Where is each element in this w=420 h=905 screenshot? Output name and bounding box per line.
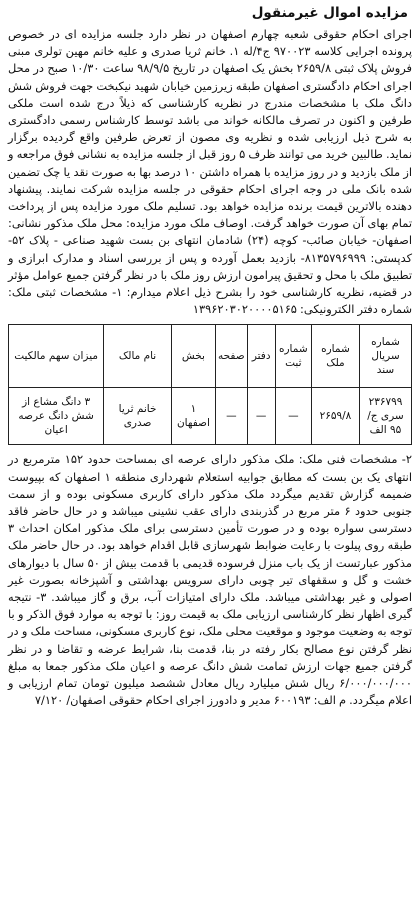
cell-owner: خانم ثریا صدری [104,388,172,445]
auction-notice [8,4,412,897]
cell-book: — [247,388,275,445]
cell-section: ۱ اصفهان [171,388,215,445]
notice-body: ۲- مشخصات فنی ملک: ملک مذکور دارای عرصه ای بمساحت حدود ۱۵۲ مترمربع در انتهای یک بن بست که مطابق جوابیه استعلام شهرداری منطقه ۱ اصفهان که بپیوست ضمیمه گزارش تقدیم میگردد ملک مذکور دارای کاربری مسکونی بوده و از سمت جنوبی حدود ۶ متر مربع در گذربندی دارای عقب نشینی میباشد و در حال حاضر فاقد دسترسی سواره بوده و در صورت تأمین دسترسی برای ملک مذکور امکان احداث ۳ طبقه روی پیلوت با رعایت ضوابط شهرسازی قابل اقدام خواهد بود. در حال حاضر ملک مذکور عبارتست از یک باب منزل فرسوده قدیمی با قدمت بیش از ۵۰ سال با دیوارهای خشت و گل و سقفهای تیر چوبی دارای سرویس بهداشتی و آشپزخانه بصورت غیر اصولی و غیر بهداشتی میباشد. ملک دارای امتیازات آب، برق و گاز میباشد. ۳- نتیجه گیری اظهار نظر کارشناسی ارزیابی ملک به قیمت روز: با توجه به موارد فوق الذکر و با توجه به وضعیت موجود و موقعیت محلی ملک، نوع کاربری مسکونی، مساحت ملک و در نظر گرفتن نوع مصالح بکار رفته در بنا، قدمت بنا، شرایط عرضه و تقاضا و در نظر گرفتن جمیع جهات ارزش تمامت شش دانگ عرصه و اعیان ملک مذکور جمعا به مبلغ ۶/۰۰۰/۰۰۰/۰۰۰ ریال شش میلیارد ریال معادل ششصد میلیون تومان تمام ارزیابی و اعلام میگردد. م الف: ۶۰۰۱۹۳ مدیر و دادورز اجرای احکام حقوقی اصفهان/ ۷/۱۲۰ [8,452,413,708]
table-row [9,388,412,445]
cell-registration-no: — [275,388,311,445]
header-property-no: شماره ملک [311,325,359,388]
header-page: صفحه [216,325,248,388]
table-header-row [9,325,412,388]
notice-title: مزایده اموال غیرمنقول [251,5,408,21]
header-serial: شماره سریال سند [359,325,411,388]
header-share: میزان سهم مالکیت [9,325,104,388]
header-owner: نام مالک [104,325,172,388]
notice-intro: اجرای احکام حقوقی شعبه چهارم اصفهان در نظر دارد جلسه مزایده ای در خصوص پرونده اجرایی کلاسه ۹۷۰۰۲۳ ج۴/له ۱. خانم ثریا صدری و علیه خانم مهین تولری مبنی فروش پلاک ثبتی ۲۶۵۹/۸ بخش یک اصفهان در تاریخ ۹۸/۹/۵ ساعت ۱۰/۳۰ صبح در محل اجرای احکام دادگستری اصفهان طبقه زیرزمین خیابان شهید نیکبخت جهت فروش شش دانگ ملک با مشخصات مندرج در نظریه کارشناسی که ذیلاً درج شده است ملکی طرفین و اکنون در تصرف مالکانه خواند می باشد توسط کارشناس رسمی دادگستری به شرح ذیل ارزیابی شده و نظریه وی مصون از تعرض طرفین واقع گردیده برگزار نماید. طالبین خرید می توانند ظرف ۵ روز قبل از جلسه مزایده به نشانی فوق مراجعه و از ملک بازدید و در روز مزایده با همراه داشتن ۱۰ درصد بها به صورت نقد یا چک تضمین شده بانک ملی در وجه اجرای احکام حقوقی در جلسه مزایده شرکت نمایند. پیشنهاد دهنده بالاترین قیمت برنده مزایده خواهد بود. تسلیم ملک مورد مزایده پس از پرداخت تمام بهای آن صورت خواهد گرفت. اوصاف ملک مورد مزایده: محل ملک مذکور نشانی: اصفهان- خیابان صائب- کوچه (۲۴) شادمان انتهای بن بست شهید صناعی - پلاک ۵۲- کدپستی: ۸۱۳۵۷۹۶۹۹۹- بازدید بعمل آورده و پس از بررسی اسناد و مدارک ابرازی و تطبیق ملک با محل و تحقیق پیرامون ارزش روز ملک با در نظر گرفتن جمیع عوامل مؤثر در قضیه، نظریه کارشناسی خود را بشرح ذیل اعلام میدارم: ۱- مشخصات ثبتی ملک: شماره دفتر الکترونیکی: ۱۳۹۶۲۰۳۰۲۰۰۰۰۵۱۶۵ [8,27,413,317]
cell-page: — [216,388,248,445]
header-registration-no: شماره ثبت [275,325,311,388]
property-table [8,324,412,445]
cell-serial: ۲۳۶۷۹۹ سری ج/۹۵ الف [359,388,411,445]
header-section: بخش [171,325,215,388]
cell-property-no: ۲۶۵۹/۸ [311,388,359,445]
header-book: دفتر [247,325,275,388]
cell-share: ۳ دانگ مشاع از شش دانگ عرصه اعیان [9,388,104,445]
